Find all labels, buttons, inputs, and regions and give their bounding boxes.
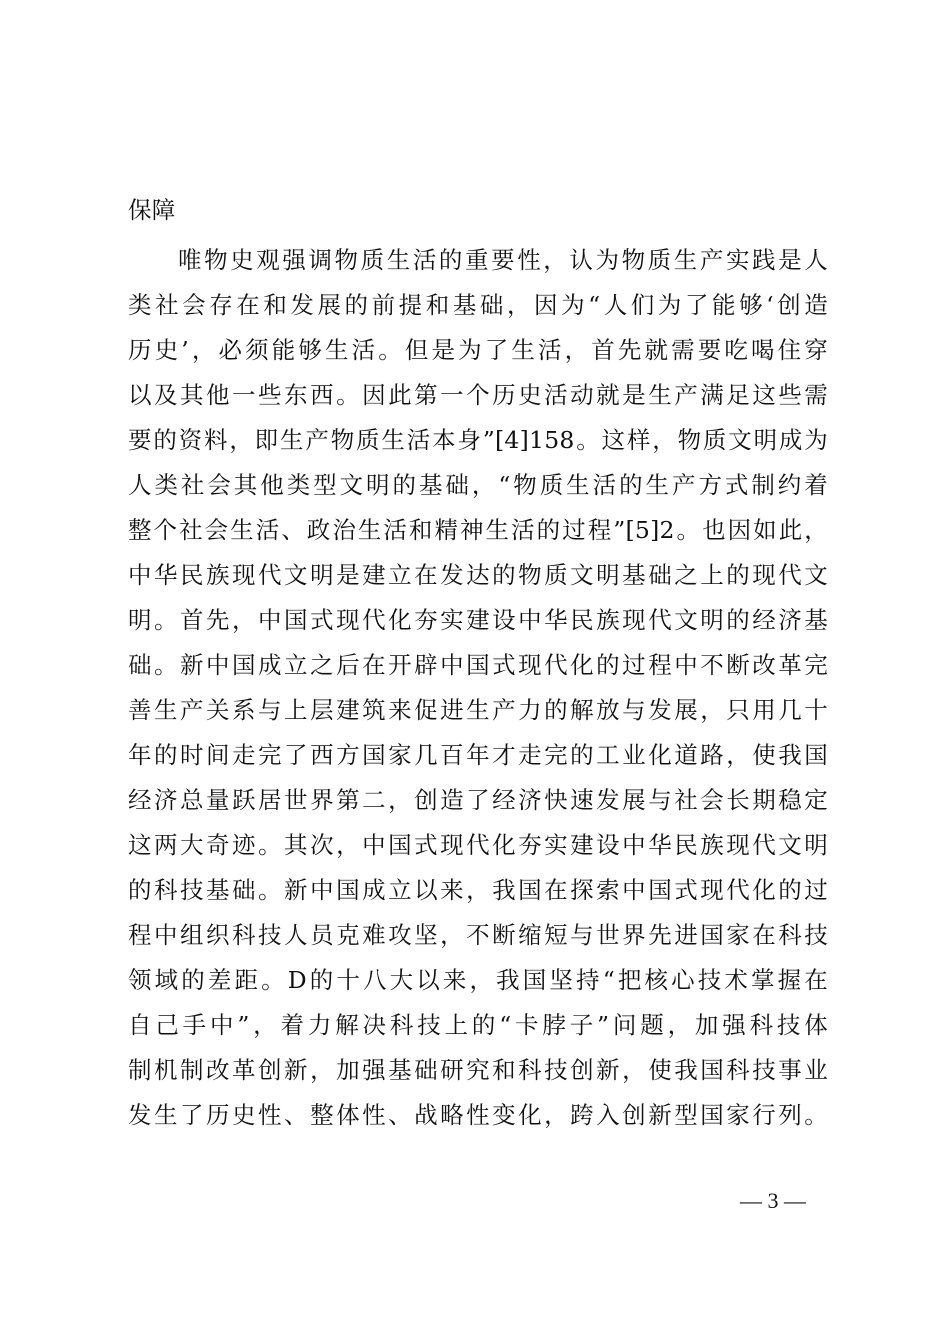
text-line: 类社会存在和发展的前提和基础，因为“人们为了能够‘创造 xyxy=(128,291,828,319)
text-line: 人类社会其他类型文明的基础，“物质生活的生产方式制约着 xyxy=(128,471,828,499)
text-line: 历史’，必须能够生活。但是为了生活，首先就需要吃喝住穿 xyxy=(128,336,828,364)
text-line: 础。新中国成立之后在开辟中国式现代化的过程中不断改革完 xyxy=(128,651,828,679)
text-line: 经济总量跃居世界第二，创造了经济快速发展与社会长期稳定 xyxy=(128,786,828,814)
text-line: 制机制改革创新，加强基础研究和科技创新，使我国科技事业 xyxy=(128,1056,828,1084)
text-line: 程中组织科技人员克难攻坚，不断缩短与世界先进国家在科技 xyxy=(128,921,828,949)
text-line-paragraph-start: 唯物史观强调物质生活的重要性，认为物质生产实践是人 xyxy=(178,246,828,274)
text-line: 要的资料，即生产物质生活本身”[4]158。这样，物质文明成为 xyxy=(128,426,828,454)
text-line: 发生了历史性、整体性、战略性变化，跨入创新型国家行列。 xyxy=(128,1101,828,1129)
text-line: 中华民族现代文明是建立在发达的物质文明基础之上的现代文 xyxy=(128,561,828,589)
page-number: — 3 — xyxy=(740,1188,806,1213)
text-line: 明。首先，中国式现代化夯实建设中华民族现代文明的经济基 xyxy=(128,606,828,634)
text-line: 整个社会生活、政治生活和精神生活的过程”[5]2。也因如此， xyxy=(128,516,828,544)
text-line: 以及其他一些东西。因此第一个历史活动就是生产满足这些需 xyxy=(128,381,828,409)
text-line: 自己手中”，着力解决科技上的“卡脖子”问题，加强科技体 xyxy=(128,1011,828,1039)
text-line: 这两大奇迹。其次，中国式现代化夯实建设中华民族现代文明 xyxy=(128,831,828,859)
text-line: 领域的差距。D的十八大以来，我国坚持“把核心技术掌握在 xyxy=(128,966,828,994)
text-line: 的科技基础。新中国成立以来，我国在探索中国式现代化的过 xyxy=(128,876,828,904)
text-line: 年的时间走完了西方国家几百年才走完的工业化道路，使我国 xyxy=(128,741,828,769)
text-line: 善生产关系与上层建筑来促进生产力的解放与发展，只用几十 xyxy=(128,696,828,724)
text-line-heading-continuation: 保障 xyxy=(128,196,176,224)
